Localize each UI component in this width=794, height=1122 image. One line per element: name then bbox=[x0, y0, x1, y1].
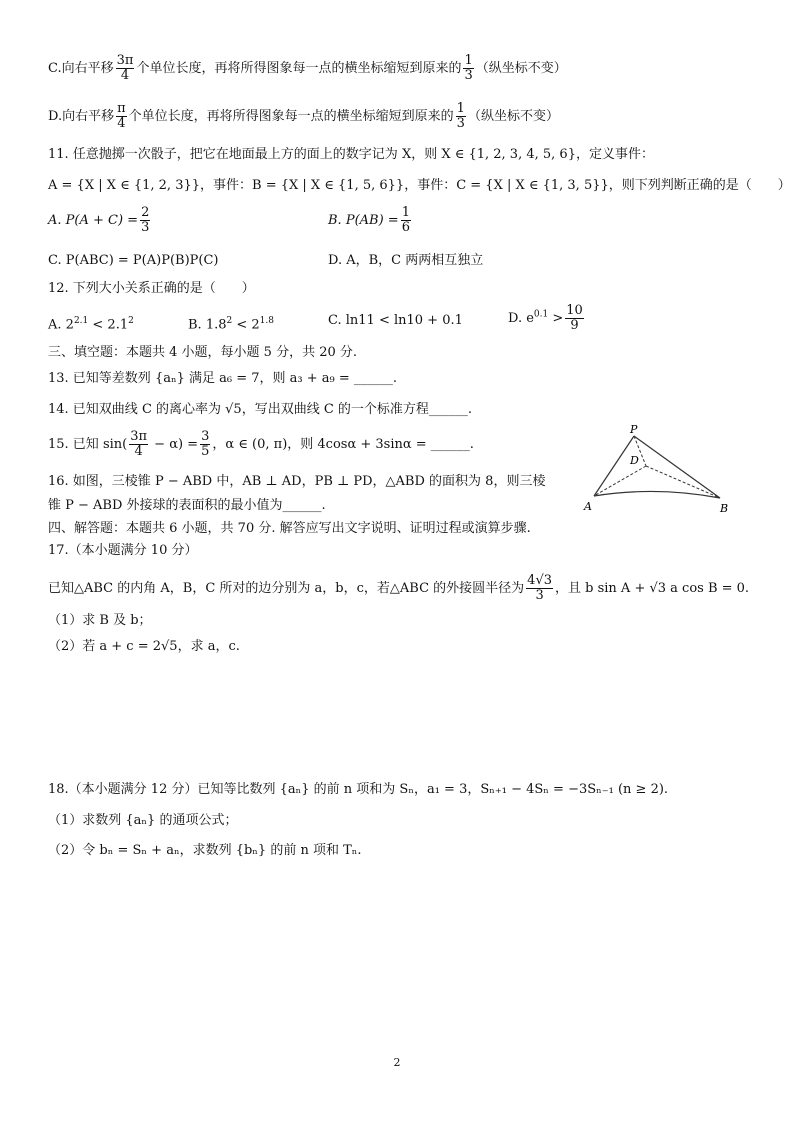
q11-stem-line2: A = {X | X ∈ {1, 2, 3}}，事件：B = {X | X ∈ {1, 5, 6}}，事件：C = {X | X ∈ {1, 3, 5}}，则下列判断正确的是（ ） bbox=[48, 178, 791, 193]
label-d: D bbox=[630, 454, 639, 467]
q16-line1: 16. 如图，三棱锥 P − ABD 中，AB ⊥ AD，PB ⊥ PD，△ABD 的面积为 8，则三棱 bbox=[48, 474, 546, 489]
q17-part1: （1）求 B 及 b； bbox=[48, 613, 152, 628]
q17-stem: 已知△ABC 的内角 A，B，C 所对的边分别为 a，b，c，若△ABC 的外接圆半径为 $\frac{4√3}{3}$ ，且 b sin A + √3 a cos B = 0. bbox=[48, 573, 750, 603]
fraction: $\frac{\pi}{4}$ bbox=[117, 101, 126, 131]
q17-part2: （2）若 a + c = 2√5，求 a，c. bbox=[48, 639, 240, 654]
q18-stem: 18.（本小题满分 12 分）已知等比数列 {aₙ} 的前 n 项和为 Sₙ，a₁ = 3，Sₙ₊₁ − 4Sₙ = −3Sₙ₋₁ (n ≥ 2). bbox=[48, 782, 669, 797]
q11-stem-line1: 11. 任意抛掷一次骰子，把它在地面最上方的面上的数字记为 X，则 X ∈ {1, 2, 3, 4, 5, 6}，定义事件： bbox=[48, 147, 654, 162]
section-answer-heading: 四、解答题：本题共 6 小题，共 70 分. 解答应写出文字说明、证明过程或演算步骤. bbox=[48, 521, 531, 536]
label-a: A bbox=[584, 500, 592, 513]
fraction: $\frac{3\pi}{4}$ bbox=[130, 429, 148, 459]
q10-option-c: C.向右平移 $\frac{3\pi}{4}$ 个单位长度，再将所得图象每一点的横坐标缩短到原来的 $\frac{1}{3}$ （纵坐标不变） bbox=[48, 53, 567, 83]
q12-option-c: C. ln11 < ln10 + 0.1 bbox=[328, 313, 463, 328]
q14: 14. 已知双曲线 C 的离心率为 √5，写出双曲线 C 的一个标准方程______. bbox=[48, 402, 473, 417]
q12-option-a: A. $2^{2.1} < 2.1^2$ bbox=[48, 316, 134, 333]
q13: 13. 已知等差数列 {aₙ} 满足 a₆ = 7，则 a₃ + a₉ = ______. bbox=[48, 371, 398, 386]
tetrahedron-figure bbox=[580, 424, 740, 516]
q11-option-b: B. P(AB) = $\frac{1}{6}$ bbox=[328, 205, 410, 235]
label-p: P bbox=[630, 424, 638, 436]
edge-pb bbox=[634, 436, 720, 498]
fraction: $\frac{1}{3}$ bbox=[456, 101, 465, 131]
q10-option-d: D.向右平移 $\frac{\pi}{4}$ 个单位长度，再将所得图象每一点的横坐标缩短到原来的 $\frac{1}{3}$ （纵坐标不变） bbox=[48, 101, 559, 131]
q16-line2: 锥 P − ABD 外接球的表面积的最小值为______. bbox=[48, 498, 326, 513]
q11-option-a: A. P(A + C) = $\frac{2}{3}$ bbox=[48, 205, 150, 235]
q12-stem: 12. 下列大小关系正确的是（ ） bbox=[48, 281, 255, 296]
fraction: $\frac{4√3}{3}$ bbox=[527, 573, 552, 603]
edge-pa bbox=[594, 436, 634, 496]
fraction: $\frac{10}{9}$ bbox=[566, 303, 583, 333]
q17-title: 17.（本小题满分 10 分） bbox=[48, 543, 198, 558]
fraction: $\frac{3\pi}{4}$ bbox=[116, 53, 134, 83]
q15: 15. 已知 sin( $\frac{3\pi}{4}$ − α) = $\frac{3}{5}$ ，α ∈ (0, π)，则 4cosα + 3sinα = ______. bbox=[48, 429, 474, 459]
q12-option-d: D. $e^{0.1}$ > $\frac{10}{9}$ bbox=[508, 303, 583, 333]
fraction: $\frac{3}{5}$ bbox=[201, 429, 210, 459]
q12-option-b: B. $1.8^2 < 2^{1.8}$ bbox=[188, 316, 274, 333]
fraction: $\frac{2}{3}$ bbox=[141, 205, 150, 235]
q11-option-d: D. A，B，C 两两相互独立 bbox=[328, 253, 484, 268]
label-b: B bbox=[720, 502, 729, 515]
page-number: 2 bbox=[393, 1056, 401, 1069]
fraction: $\frac{1}{3}$ bbox=[464, 53, 473, 83]
section-fill-blank-heading: 三、填空题：本题共 4 小题，每小题 5 分，共 20 分. bbox=[48, 345, 358, 360]
q11-option-c: C. P(ABC) = P(A)P(B)P(C) bbox=[48, 253, 219, 268]
q18-part1: （1）求数列 {aₙ} 的通项公式； bbox=[48, 813, 238, 828]
edge-ab bbox=[594, 491, 720, 498]
fraction: $\frac{1}{6}$ bbox=[401, 205, 410, 235]
q18-part2: （2）令 bₙ = Sₙ + aₙ，求数列 {bₙ} 的前 n 项和 Tₙ. bbox=[48, 843, 362, 858]
